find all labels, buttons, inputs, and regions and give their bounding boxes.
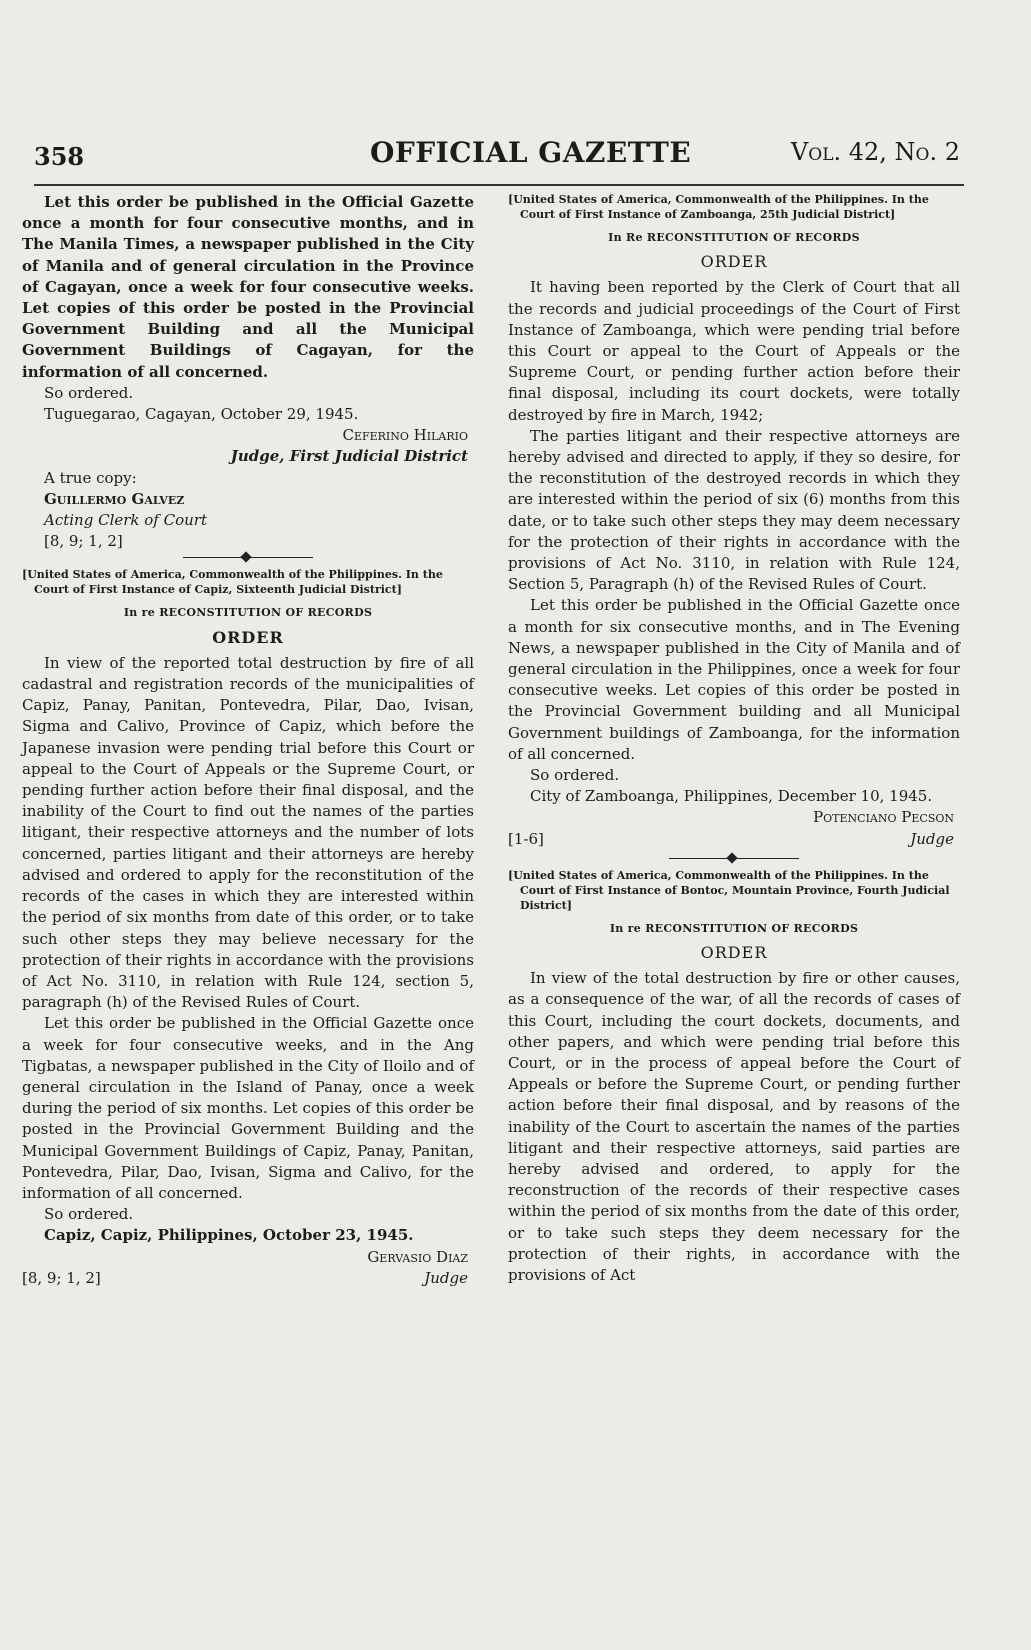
case-heading: In Re RECONSTITUTION OF RECORDS bbox=[608, 231, 860, 244]
case-heading: In re RECONSTITUTION OF RECORDS bbox=[609, 921, 859, 935]
order-heading: ORDER bbox=[700, 942, 768, 962]
judge-title: Judge bbox=[910, 829, 954, 848]
clerk-title: Acting Clerk of Court bbox=[44, 511, 207, 530]
so-ordered: So ordered. bbox=[44, 1205, 134, 1224]
order-heading: ORDER bbox=[212, 627, 284, 647]
judge-name: Ceferino Hilario bbox=[342, 426, 468, 445]
order-body: In view of the reported total destruction by fire of all cadastral and registration records of the municipalities of Capiz, Panay, Panitan, Pontevedra, Pilar, Dao, Ivisan, Sigma and Calivo, Province of Capiz, which before the Japanese invasion were pending trial before this Court or appeal to the Court of Appeals or the Supreme Court, or pending further action before their final disposal, and the inability of the Court to find out the names of the parties litigant, their respective attorneys and the number of lots concerned, parties litigant and their attorneys are hereby advised and ordered to apply for the reconstitution of the records of the cases in which they are interested within the period of six months from date of this order, or to take such other steps they may believe necessary for the protection of their rights in accordance with the provisions of Act No. 3110, in relation with Rule 124, section 5, paragraph (h) of the Revised Rules of Court. bbox=[22, 653, 474, 1012]
case-heading: In re RECONSTITUTION OF RECORDS bbox=[123, 606, 373, 620]
signature-line bbox=[22, 1268, 474, 1292]
court-caption: [United States of America, Commonwealth of the Philippines. In the Court of First Instance of Bontoc, Mountain Province, Fourth Judicial District] bbox=[508, 868, 950, 912]
right-column bbox=[508, 192, 960, 1286]
true-copy-label: A true copy: bbox=[44, 468, 137, 487]
judge-name: Gervasio Diaz bbox=[367, 1247, 468, 1266]
order-body: In view of the total destruction by fire or other causes, as a consequence of the war, of all the records of cases of this Court, including the court dockets, documents, and other papers, and which were pending trial before this Court, or in the process of appeal before the Court of Appeals or before the Supreme Court, or pending further action before their final disposal, and by reasons of the inability of the Court to ascertain the names of the parties litigant and their respective attorneys, said parties are hereby advised and ordered, to apply for the reconstruction of the records of their respective cases within the period of six months from the date of this order, or to take such steps they deem necessary for the protection of their rights, in accordance with the provisions of Act bbox=[508, 969, 960, 1284]
judge-title: Judge bbox=[424, 1268, 468, 1287]
order-body: It having been reported by the Clerk of Court that all the records and judicial proceedings of the Court of First Instance of Zamboanga, which were pending trial before this Court or appeal to the Court of Appeals or the Supreme Court, or pending further action before their final disposal, including its court dockets, were totally destroyed by fire in March, 1942; bbox=[508, 278, 960, 424]
section-divider bbox=[183, 557, 313, 560]
issue-reference: [8, 9; 1, 2] bbox=[44, 532, 123, 551]
page-header bbox=[34, 136, 964, 176]
issue-reference: [1-6] bbox=[508, 829, 544, 848]
court-caption: [United States of America, Commonwealth of the Philippines. In the Court of First Instance of Capiz, Sixteenth Judicial District] bbox=[22, 568, 443, 597]
judge-title: Judge, First Judicial District bbox=[230, 447, 468, 466]
header-rule bbox=[34, 184, 964, 186]
place-date: City of Zamboanga, Philippines, December 10, 1945. bbox=[530, 787, 933, 806]
issue-reference: [8, 9; 1, 2] bbox=[22, 1268, 101, 1287]
publication-paragraph: Let this order be published in the Official Gazette once a month for six consecutive months, and in The Evening News, a newspaper published in the City of Manila and of general circulation in the Philippines, once a week for four consecutive weeks. Let copies of this order be posted in the Provincial Government building and all Municipal Government buildings of Zamboanga, for the information of all concerned. bbox=[508, 596, 960, 763]
order-heading: ORDER bbox=[700, 252, 768, 272]
directive-paragraph: The parties litigant and their respective attorneys are hereby advised and directed to apply, if they so desire, for the reconstitution of the destroyed records in which they are interested within the period of six (6) months from this date, or to take such other steps they may deem necessary for the protection of their rights in accordance with the provisions of Act No. 3110, in relation with Rule 124, Section 5, Paragraph (h) of the Revised Rules of Court. bbox=[508, 426, 960, 594]
left-column bbox=[22, 192, 474, 1292]
publication-title: OFFICIAL GAZETTE bbox=[370, 136, 692, 169]
place-date: Tuguegarao, Cagayan, October 29, 1945. bbox=[44, 405, 359, 424]
publication-order-paragraph: Let this order be published in the Official Gazette once a month for four consecutive months, and in The Manila Times, a newspaper published in the City of Manila and of general circulation in the Province of Cagayan, once a week for four consecutive weeks. Let copies of this order be posted in the Provincial Government Building and all the Municipal Government Buildings of Cagayan, for the information of all concerned. bbox=[22, 193, 474, 381]
so-ordered: So ordered. bbox=[44, 383, 134, 402]
page-number: 358 bbox=[34, 142, 85, 171]
judge-name: Potenciano Pecson bbox=[813, 808, 954, 827]
signature-line bbox=[508, 829, 960, 853]
publication-paragraph: Let this order be published in the Official Gazette once a week for four consecutive weeks, and in the Ang Tigbatas, a newspaper published in the City of Iloilo and of general circulation in the Island of Panay, once a week during the period of six months. Let copies of this order be posted in the Provincial Government Building and the Municipal Government Buildings of Capiz, Panay, Panitan, Pontevedra, Pilar, Dao, Ivisan, Sigma and Calivo, for the information of all concerned. bbox=[22, 1014, 474, 1202]
court-caption: [United States of America, Commonwealth of the Philippines. In the Court of First Instance of Zamboanga, 25th Judicial District] bbox=[508, 193, 929, 221]
so-ordered: So ordered. bbox=[530, 766, 620, 785]
clerk-name: Guillermo Galvez bbox=[44, 489, 185, 508]
place-date: Capiz, Capiz, Philippines, October 23, 1945. bbox=[44, 1226, 414, 1245]
section-divider bbox=[669, 858, 799, 861]
volume-number: Vol. 42, No. 2 bbox=[790, 138, 960, 166]
